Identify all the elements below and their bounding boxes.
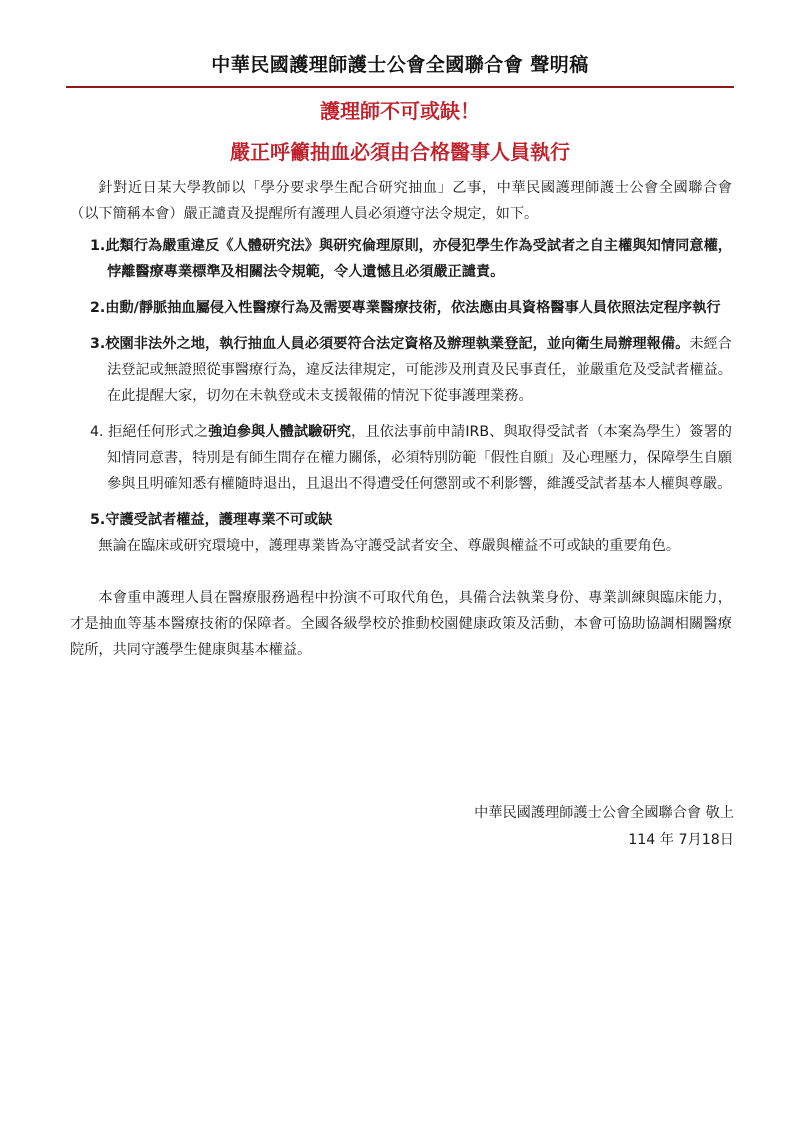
- list-item-3: [70, 331, 732, 409]
- list-item-5-text: 無論在臨床或研究環境中，護理專業皆為守護受試者安全、尊嚴與權益不可或缺的重要角色。: [98, 538, 681, 554]
- list-item-2: [70, 295, 732, 321]
- statement-header-title: 中華民國護理師護士公會全國聯合會 聲明稿: [211, 54, 589, 76]
- signature-date: 114 年 7月18日: [628, 832, 734, 848]
- intro-paragraph: 針對近日某大學教師以「學分要求學生配合研究抽血」乙事，中華民國護理師護士公會全國聯合會（以下簡稱本會）嚴正譴責及提醒所有護理人員必須遵守法令規定，如下。: [70, 180, 732, 222]
- list-item-3-text: 未經合法登記或無證照從事醫療行為，違反法律規定，可能涉及刑責及民事責任，並嚴重危及受試者權益。在此提醒大家，切勿在未執登或未支援報備的情況下從事護理業務。: [107, 336, 732, 404]
- signature-block: [474, 800, 734, 854]
- list-item-4: [70, 419, 732, 497]
- signature-org: 中華民國護理師護士公會全國聯合會 敬上: [474, 805, 734, 821]
- headline-primary: 護理師不可或缺！: [320, 99, 480, 123]
- list-item-3-bold: 3.校園非法外之地，執行抽血人員必須要符合法定資格及辦理執業登記，並向衛生局辦理報備。: [90, 336, 690, 352]
- statement-body: [70, 175, 732, 663]
- list-item-1-bold: 1.此類行為嚴重違反《人體研究法》與研究倫理原則，亦侵犯學生作為受試者之自主權與知情同意權，悖離醫療專業標準及相關法令規範，令人遺憾且必須嚴正譴責。: [90, 238, 732, 280]
- closing-paragraph: 本會重申護理人員在醫療服務過程中扮演不可取代角色，具備合法執業身份、專業訓練與臨床能力，才是抽血等基本醫療技術的保障者。全國各級學校於推動校園健康政策及活動，本會可協助協調相關醫療院所，共同守護學生健康與基本權益。: [70, 590, 732, 658]
- list-item-4-text: ，且依法事前申請IRB、與取得受試者（本案為學生）簽署的知情同意書，特別是有師生間存在權力關係，必須特別防範「假性自願」及心理壓力，保障學生自願參與且明確知悉有權隨時退出，且退出不得遭受任何懲罰或不利影響，維護受試者基本人權與尊嚴。: [107, 424, 732, 492]
- headline-secondary: 嚴正呼籲抽血必須由合格醫事人員執行: [230, 140, 570, 164]
- paragraph-gap: [70, 559, 732, 585]
- list-item-2-bold: 2.由動/靜脈抽血屬侵入性醫療行為及需要專業醫療技術，依法應由具資格醫事人員依照法定程序執行: [90, 300, 721, 316]
- list-item-5-heading: 5.守護受試者權益，護理專業不可或缺: [90, 512, 333, 528]
- header-divider: [66, 86, 734, 88]
- list-item-1: [70, 233, 732, 285]
- list-item-4-bold: 強迫參與人體試驗研究: [208, 424, 352, 440]
- list-item-4-prefix: 4. 拒絕任何形式之: [90, 424, 209, 440]
